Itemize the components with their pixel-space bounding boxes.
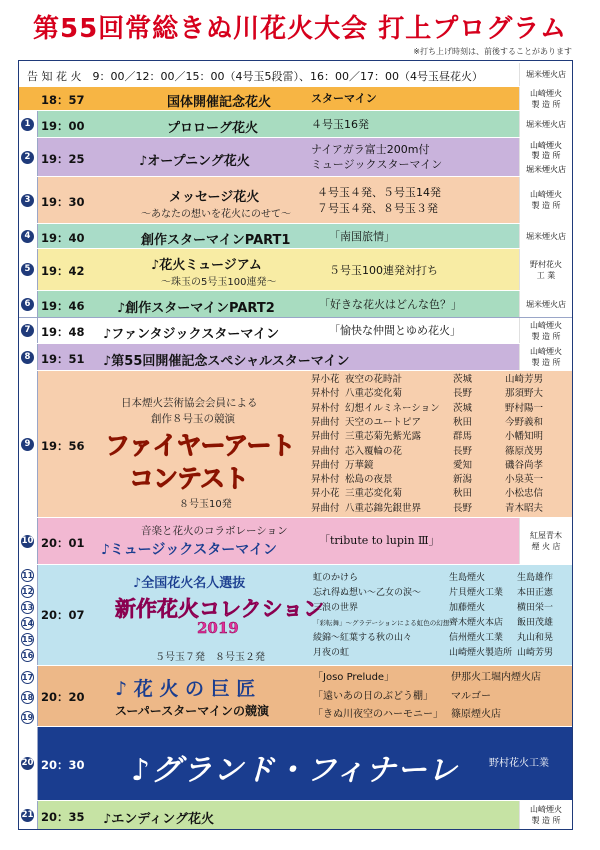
row-time: 19：40: [41, 231, 85, 245]
row-subtitle: ～珠玉の5号玉100連発～: [161, 277, 277, 288]
num-column: [19, 318, 38, 343]
entry-cell: 片貝煙火工業: [449, 588, 504, 598]
entry-cell: 「Joso Prelude」: [313, 672, 395, 683]
row-time: 19：00: [41, 119, 85, 133]
entry-cell: 昇曲付: [311, 445, 340, 457]
contest-title-2: コンテスト: [129, 464, 249, 493]
row-time: 19：46: [41, 299, 85, 313]
program-row-9-contest: [19, 370, 572, 517]
entry-row: [313, 646, 571, 661]
entry-row: [311, 473, 572, 487]
row-number-badge: 7: [21, 324, 34, 337]
entry-cell: 昇小花: [311, 488, 340, 500]
num-column: [19, 565, 38, 665]
notice-row: [19, 62, 572, 86]
row-number-badge: 2: [21, 151, 34, 164]
entry-cell: 昇朴付: [311, 402, 340, 414]
row-maker: 山崎煙火 製 造 所: [519, 318, 572, 343]
entry-cell: 那須野大: [505, 388, 544, 400]
entry-row: [313, 571, 571, 586]
row-number-badge: 15: [22, 635, 34, 644]
entry-cell: 昇曲付: [311, 459, 340, 471]
time-note: ※打ち上げ時刻は、前後することがあります: [413, 47, 572, 56]
row-name: ♪エンディング花火: [103, 812, 214, 827]
num-column: [19, 138, 38, 176]
row-name: プロローグ花火: [167, 121, 259, 136]
num-column: [19, 291, 38, 317]
row-name: ♪花火ミュージアム: [151, 258, 262, 273]
entry-row: [311, 430, 572, 444]
entry-cell: 三重芯変化菊: [345, 488, 403, 500]
row-time: 18：57: [41, 93, 85, 107]
entry-cell: 三重芯菊先紫光露: [345, 431, 422, 443]
program-row-2: [19, 137, 572, 176]
entry-row: [311, 445, 572, 459]
program-row-11-16-collection: [19, 564, 572, 665]
row-content-line2: ７号玉４発、８号玉３発: [317, 202, 438, 215]
row-number-badge: 3: [21, 194, 34, 207]
row-subtitle: ～あなたの想いを花火にのせて～: [141, 209, 291, 220]
entry-cell: 「彩転舞」～グラデーションによる虹色の幻想～: [313, 619, 456, 627]
row-content-line2: ミュージックスターマイン: [311, 158, 443, 171]
master-subtitle: スーパースターマインの競演: [115, 704, 269, 718]
entry-cell: 昇朴付: [311, 388, 340, 400]
entry-row: [313, 616, 571, 631]
collection-title-2: 2019: [197, 619, 239, 637]
num-column: [19, 111, 38, 137]
entry-cell: 生島雄作: [517, 573, 554, 583]
row-number-badge: 12: [22, 587, 34, 596]
row-time: 20：01: [41, 536, 85, 550]
music-title: ♪ミュージックスターマイン: [101, 542, 277, 558]
program-row-5: [19, 248, 572, 290]
entry-cell: 生島煙火: [449, 573, 486, 583]
entry-row: [311, 416, 572, 430]
entry-row: [313, 586, 571, 601]
entry-cell: 茨城: [453, 402, 473, 414]
entry-cell: 伊那火工堀内煙火店: [451, 672, 541, 683]
entry-cell: 秋田: [453, 416, 473, 428]
entry-cell: 磯谷尚孝: [505, 459, 544, 471]
entry-cell: 齊木煙火本店: [449, 618, 504, 628]
row-number-badge: 13: [22, 603, 34, 612]
entry-cell: 横田栄一: [517, 603, 554, 613]
row-time: 19：42: [41, 264, 85, 278]
row-number-badge: 21: [21, 810, 34, 820]
row-content: スターマイン: [311, 92, 377, 105]
row-maker-2: 堀米煙火店: [526, 165, 566, 174]
row-content: 「好きな花火はどんな色？」: [319, 298, 462, 311]
program-row-opening-ceremony: [19, 86, 572, 110]
entry-row: [311, 459, 572, 473]
entry-cell: 昇小花: [311, 374, 340, 385]
notice-maker: 堀米煙火店: [519, 63, 572, 86]
row-name: ♪ファンタジックスターマイン: [103, 327, 280, 342]
contest-title-1: ファイヤーアート: [105, 431, 295, 460]
entry-cell: 月夜の虹: [313, 648, 350, 658]
entry-cell: 長野: [453, 388, 473, 400]
num-column: [19, 344, 38, 370]
entry-cell: 芯入覆輪の花: [345, 445, 403, 457]
entry-cell: 昇朴付: [311, 474, 340, 486]
entry-cell: 小松忠信: [505, 488, 544, 500]
row-number-badge: 6: [21, 298, 34, 311]
entry-cell: 長野: [453, 445, 473, 457]
row-maker: 堀米煙火店: [519, 224, 572, 248]
num-column: [19, 727, 38, 800]
row-number-badge: 18: [22, 693, 34, 702]
entry-cell: 山崎芳男: [505, 374, 544, 385]
entry-cell: 秋田: [453, 488, 473, 500]
num-column: [19, 518, 38, 564]
page-title: 第55回常総きぬ川花火大会 打上プログラム: [33, 14, 567, 44]
entry-cell: 忘れ得ぬ想い～乙女の涙～: [313, 588, 422, 598]
row-number-badge: 20: [21, 758, 34, 768]
num-column: [19, 249, 38, 290]
entry-cell: 山崎芳男: [517, 648, 554, 658]
num-column: [19, 177, 38, 223]
entry-cell: 万華鏡: [345, 459, 374, 471]
entry-cell: 茨城: [453, 374, 473, 385]
entry-cell: 綾錦～紅葉する秋の山々: [313, 633, 413, 643]
entry-cell: 野村陽一: [505, 402, 544, 414]
row-content: ４号玉16発: [311, 118, 369, 131]
entry-cell: 三浪の世界: [313, 603, 359, 613]
row-time: 19：25: [41, 152, 85, 166]
entry-cell: 昇曲付: [311, 416, 340, 428]
entry-cell: 愛知: [453, 459, 473, 471]
row-maker-1: 山崎煙火 製 造 所: [530, 141, 562, 160]
program-row-8: [19, 343, 572, 370]
row-name: メッセージ花火: [169, 190, 260, 205]
entry-cell: 小幡知明: [505, 431, 544, 443]
program-row-1: [19, 110, 572, 137]
entry-cell: 夜空の花時計: [345, 374, 403, 385]
entry-cell: 青木昭夫: [505, 502, 544, 514]
entry-cell: 加藤煙火: [449, 603, 486, 613]
row-content-line1: ナイアガラ富士200m付: [311, 143, 430, 156]
row-maker: 山崎煙火 製 造 所: [519, 87, 572, 110]
program-row-7: [19, 317, 572, 343]
row-time: 19：48: [41, 325, 85, 339]
entry-row: [313, 688, 571, 707]
contest-note: ８号玉10発: [179, 499, 232, 510]
row-time: 20：20: [41, 690, 85, 704]
program-row-3: [19, 176, 572, 223]
contest-line1: 日本煙火芸術協会会員による: [121, 397, 258, 409]
entry-cell: 昇曲付: [311, 502, 340, 514]
maker-cell: [519, 138, 572, 177]
entry-cell: 新潟: [453, 474, 473, 486]
entry-cell: 山崎煙火製造所: [449, 648, 513, 658]
row-number-badge: 14: [22, 619, 34, 628]
entry-row: [311, 502, 572, 516]
collection-note: ５号玉７発 ８号玉２発: [155, 652, 265, 663]
row-time: 20：07: [41, 608, 85, 622]
music-line1: 音楽と花火のコラボレーション: [141, 525, 288, 537]
row-number-badge: 9: [21, 438, 34, 451]
row-name: ♪オープニング花火: [139, 154, 250, 169]
row-maker: 野村花火 工 業: [519, 249, 572, 290]
entry-cell: 「遠いあの日のぶどう棚」: [313, 690, 433, 702]
row-number-badge: 10: [21, 536, 34, 546]
row-name: ♪第55回開催記念スペシャルスターマイン: [103, 354, 350, 369]
entry-cell: 丸山和晃: [517, 633, 554, 643]
row-content: 「南国旅情」: [329, 230, 395, 243]
entry-cell: 「きぬ川夜空のハーモニー」: [313, 709, 443, 720]
row-time: 19：51: [41, 352, 85, 366]
row-content: 「愉快な仲間とゆめ花火」: [329, 324, 461, 337]
collection-line1: ♪全国花火名人選抜: [133, 576, 246, 591]
row-maker: 山崎煙火 製 造 所: [519, 344, 572, 370]
program-row-20-finale: [19, 726, 572, 800]
entry-row: [313, 631, 571, 646]
entry-cell: 昇曲付: [311, 431, 340, 443]
entry-cell: 小泉英一: [505, 474, 544, 486]
entry-cell: 天空のユートピア: [345, 416, 422, 428]
row-time: 20：35: [41, 810, 85, 824]
row-content: ５号玉100連発対打ち: [329, 264, 438, 277]
entry-cell: 篠原煙火店: [451, 709, 501, 720]
entry-cell: 八重芯錦先銀世界: [345, 502, 422, 514]
entry-cell: 今野義和: [505, 416, 544, 428]
entry-cell: 長野: [453, 502, 473, 514]
music-content: 「tribute to lupin Ⅲ」: [319, 534, 440, 547]
program-row-17-19-master: [19, 665, 572, 726]
entry-cell: 八重芯変化菊: [345, 388, 403, 400]
row-content-line1: ４号玉４発、５号玉14発: [317, 186, 441, 199]
entry-cell: 群馬: [453, 431, 473, 443]
entry-row: [311, 373, 572, 387]
entry-cell: 本田正憲: [517, 588, 554, 598]
master-title: ♪ 花 火 の 巨 匠: [115, 678, 256, 700]
entry-cell: 松島の夜景: [345, 474, 393, 486]
entry-row: [311, 387, 572, 401]
entry-cell: 篠原茂男: [505, 445, 544, 457]
entry-row: [311, 402, 572, 416]
finale-maker: 野村花火工業: [489, 758, 549, 769]
collection-title-1: 新作花火コレクション: [115, 596, 325, 621]
row-maker: 堀米煙火店: [519, 111, 572, 137]
row-number-badge: 19: [22, 713, 34, 722]
program-row-6: [19, 290, 572, 317]
entry-cell: 信州煙火工業: [449, 633, 504, 643]
num-column: [19, 371, 38, 517]
row-maker: 堀米煙火店: [519, 291, 572, 317]
notice-text: 告 知 花 火 9：00／12：00／15：00（4号玉5段雷）、16：00／17：00（4号玉昼花火）: [27, 70, 483, 83]
entry-cell: 虹のかけら: [313, 573, 359, 583]
row-name: 創作スターマインPART1: [141, 233, 291, 248]
finale-title: ♪グランド・フィナーレ: [131, 753, 459, 788]
row-maker: 山崎煙火 製 造 所: [519, 177, 572, 223]
row-maker: 山崎煙火 製 造 所: [519, 801, 572, 829]
row-number-badge: 11: [22, 571, 34, 580]
entry-row: [313, 669, 571, 688]
num-column: [19, 801, 38, 829]
row-number-badge: 17: [22, 673, 34, 682]
entry-cell: 飯田茂雄: [517, 618, 554, 628]
row-name: 国体開催記念花火: [167, 95, 272, 110]
row-number-badge: 4: [21, 230, 34, 243]
row-number-badge: 5: [21, 263, 34, 276]
program-row-21-ending: [19, 800, 572, 829]
entry-cell: 幻想イルミネーション: [345, 402, 440, 414]
contest-line2: 創作８号玉の競演: [151, 413, 235, 425]
entry-row: [313, 601, 571, 616]
row-number-badge: 16: [22, 651, 34, 660]
program-row-4: [19, 223, 572, 248]
row-number-badge: 8: [21, 351, 34, 364]
row-maker: 紅屋青木 煙 火 店: [519, 518, 572, 564]
num-column: [19, 224, 38, 248]
entry-row: [313, 706, 571, 725]
entry-cell: マルゴー: [451, 690, 491, 702]
program-row-10-music: [19, 517, 572, 564]
row-time: 19：30: [41, 195, 85, 209]
row-number-badge: 1: [21, 118, 34, 131]
row-time: 20：30: [41, 758, 85, 772]
num-column: [19, 666, 38, 726]
row-time: 19：56: [41, 439, 85, 453]
entry-row: [311, 487, 572, 501]
row-name: ♪創作スターマインPART2: [117, 301, 275, 316]
